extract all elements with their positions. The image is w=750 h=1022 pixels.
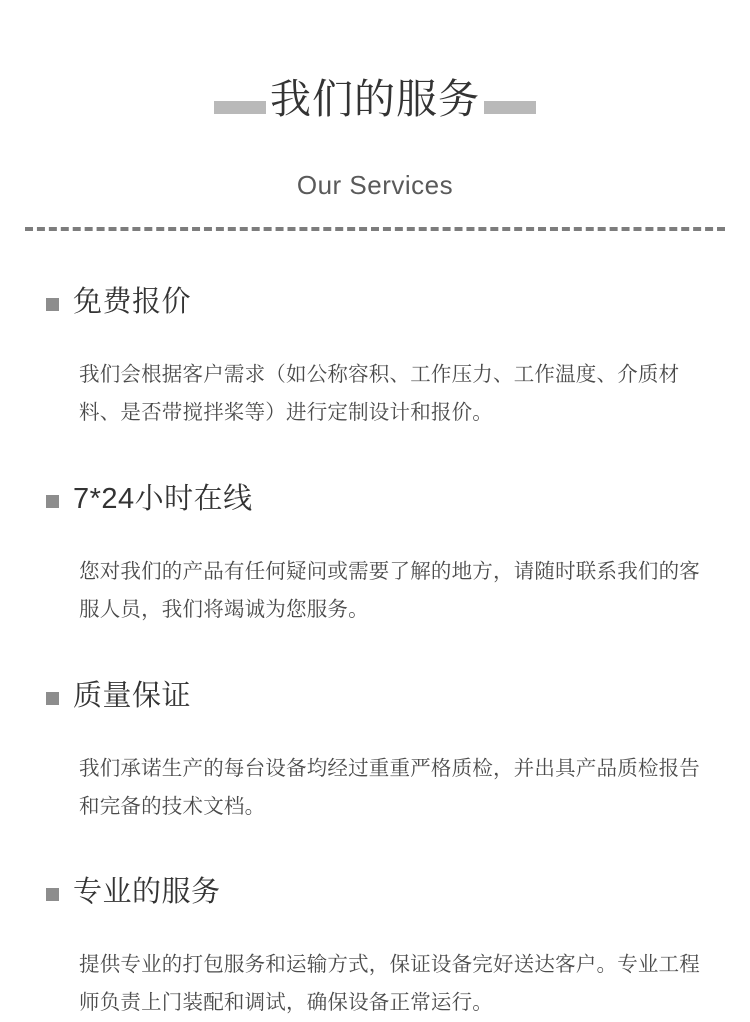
service-heading — [46, 655, 704, 738]
service-title: 7*24小时在线 — [73, 482, 253, 515]
service-description: 我们会根据客户需求（如公称容积、工作压力、工作温度、介质材料、是否带搅拌桨等）进行定制设计和报价。 — [79, 363, 680, 424]
square-bullet-icon — [46, 298, 59, 311]
service-item — [46, 655, 704, 826]
service-heading — [46, 261, 704, 344]
page-title: 我们的服务 — [270, 76, 480, 123]
service-title: 免费报价 — [73, 286, 192, 319]
square-bullet-icon — [46, 888, 59, 901]
service-description: 我们承诺生产的每台设备均经过重重严格质检，并出具产品质检报告和完备的技术文档。 — [79, 756, 700, 818]
service-description: 提供专业的打包服务和运输方式，保证设备完好送达客户。专业工程师负责上门装配和调试，确保设备正常运行。 — [79, 953, 700, 1015]
title-accent-bar-left — [214, 101, 266, 114]
square-bullet-icon — [46, 692, 59, 705]
title-accent-bar-right — [484, 101, 536, 114]
service-item — [46, 458, 704, 629]
service-description: 您对我们的产品有任何疑问或需要了解的地方，请随时联系我们的客服人员，我们将竭诚为您服务。 — [79, 559, 700, 621]
service-title: 专业的服务 — [73, 876, 221, 909]
page-subtitle: Our Services — [296, 170, 454, 201]
page-header — [0, 0, 750, 231]
service-heading — [46, 851, 704, 934]
dashed-divider — [25, 227, 725, 231]
service-title: 质量保证 — [73, 679, 192, 712]
service-item — [46, 261, 704, 432]
services-list — [0, 261, 750, 1022]
title-row — [0, 48, 750, 152]
service-item — [46, 851, 704, 1022]
service-heading — [46, 458, 704, 541]
square-bullet-icon — [46, 495, 59, 508]
